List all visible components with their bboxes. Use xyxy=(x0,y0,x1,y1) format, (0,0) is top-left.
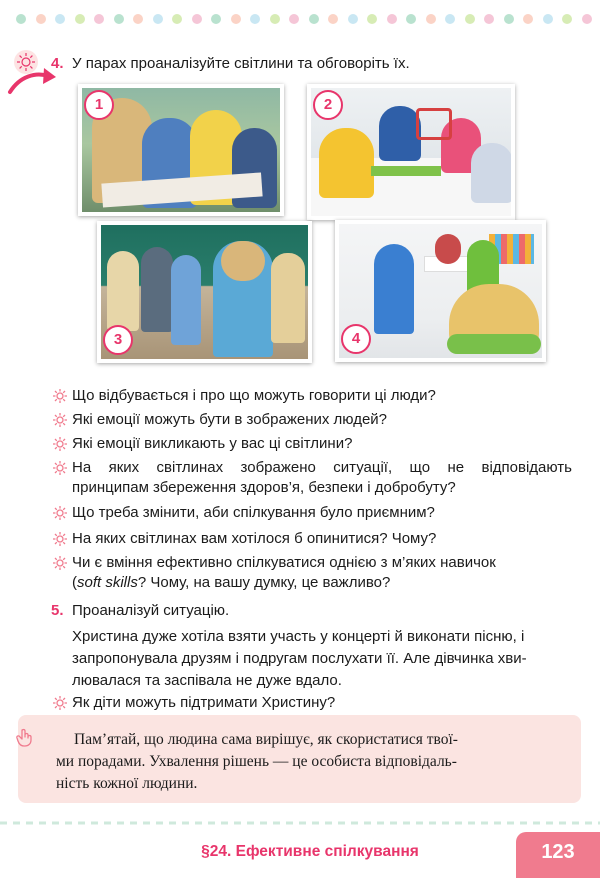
footer-divider xyxy=(0,821,600,825)
decorative-dot xyxy=(270,14,280,24)
decorative-dot xyxy=(172,14,182,24)
decorative-dot xyxy=(582,14,592,24)
sun-bullet-icon xyxy=(52,460,68,476)
decorative-dot xyxy=(192,14,202,24)
story-line: Христина дуже хотіла взяти участь у концерті й виконати пісню, і xyxy=(72,628,525,645)
photo-3 xyxy=(97,221,312,363)
photo-1-badge: 1 xyxy=(84,90,114,120)
question-item xyxy=(72,529,572,549)
decorative-dot xyxy=(231,14,241,24)
decorative-dot-row xyxy=(0,14,600,26)
decorative-dot xyxy=(328,14,338,24)
question-item xyxy=(72,410,572,430)
note-line: ність кожної людини. xyxy=(56,775,198,792)
note-line: ми порадами. Ухвалення рішень — це особиста відповідаль- xyxy=(56,753,457,770)
decorative-dot xyxy=(36,14,46,24)
task-4-text: У парах проаналізуйте світлини та обговоріть їх. xyxy=(72,55,410,72)
decorative-dot xyxy=(426,14,436,24)
photo-3-badge: 3 xyxy=(103,325,133,355)
sun-bullet-icon xyxy=(52,388,68,404)
decorative-dot xyxy=(523,14,533,24)
sun-bullet-icon xyxy=(52,505,68,521)
decorative-dot xyxy=(211,14,221,24)
question-text: Що треба змінити, аби спілкування було приємним? xyxy=(72,504,435,521)
question-item xyxy=(72,553,572,593)
note-text xyxy=(56,729,556,795)
decorative-dot xyxy=(504,14,514,24)
question-text: На яких світлинах вам хотілося б опинитися? Чому? xyxy=(72,530,437,547)
question-text: Які емоції викликають у вас ці світлини? xyxy=(72,435,353,452)
photo-2-badge: 2 xyxy=(313,90,343,120)
page-number: 123 xyxy=(516,832,600,878)
decorative-dot xyxy=(445,14,455,24)
sun-bullet-icon xyxy=(52,555,68,571)
question-text: Як діти можуть підтримати Христину? xyxy=(72,694,336,711)
decorative-dot xyxy=(367,14,377,24)
sun-bullet-icon xyxy=(52,531,68,547)
question-text-continued: принципам збереження здоров’я, безпеки і добробуту? xyxy=(72,479,456,496)
task-5-story xyxy=(72,626,552,692)
photo-4-badge: 4 xyxy=(341,324,371,354)
decorative-dot xyxy=(309,14,319,24)
task-5-number: 5. xyxy=(51,602,64,619)
decorative-dot xyxy=(94,14,104,24)
note-line: Пам’ятай, що людина сама вирішує, як скористатися твої- xyxy=(74,731,458,748)
task-5-title: Проаналізуй ситуацію. xyxy=(72,602,230,619)
question-item xyxy=(72,693,572,713)
task-4-number: 4. xyxy=(51,55,64,72)
sun-bullet-icon xyxy=(52,412,68,428)
question-text-continued: (soft skills? Чому, на вашу думку, це важливо? xyxy=(72,574,391,591)
question-item xyxy=(72,458,572,498)
sun-bullet-icon xyxy=(52,695,68,711)
decorative-dot xyxy=(153,14,163,24)
story-line: лювалася та заспівала не дуже вдало. xyxy=(72,672,342,689)
decorative-dot xyxy=(289,14,299,24)
section-title: §24. Ефективне спілкування xyxy=(201,843,419,860)
question-item xyxy=(72,503,572,523)
question-text: Чи є вміння ефективно спілкуватися однією з м’яких навичок xyxy=(72,554,496,571)
decorative-dot xyxy=(406,14,416,24)
hand-pointer-icon xyxy=(14,726,36,748)
question-item xyxy=(72,434,572,454)
decorative-dot xyxy=(114,14,124,24)
question-text: На яких світлинах зображено ситуації, що не відповідають xyxy=(72,459,572,476)
photo-4 xyxy=(335,220,546,362)
decorative-dot xyxy=(75,14,85,24)
decorative-dot xyxy=(465,14,475,24)
question-item xyxy=(72,386,572,406)
decorative-dot xyxy=(55,14,65,24)
photo-2 xyxy=(307,84,515,220)
story-line: запропонувала друзям і подругам послухати її. Але дівчинка хви- xyxy=(72,650,527,667)
sun-bullet-icon xyxy=(52,436,68,452)
decorative-dot xyxy=(16,14,26,24)
decorative-dot xyxy=(250,14,260,24)
decorative-dot xyxy=(543,14,553,24)
decorative-dot xyxy=(562,14,572,24)
decorative-dot xyxy=(133,14,143,24)
decorative-dot xyxy=(484,14,494,24)
soft-skills-term: soft skills xyxy=(77,574,138,591)
photo-1 xyxy=(78,84,284,216)
decorative-dot xyxy=(348,14,358,24)
decorative-dot xyxy=(387,14,397,24)
question-text: Які емоції можуть бути в зображених людей? xyxy=(72,411,388,428)
question-text: Що відбувається і про що можуть говорити ці люди? xyxy=(72,387,436,404)
